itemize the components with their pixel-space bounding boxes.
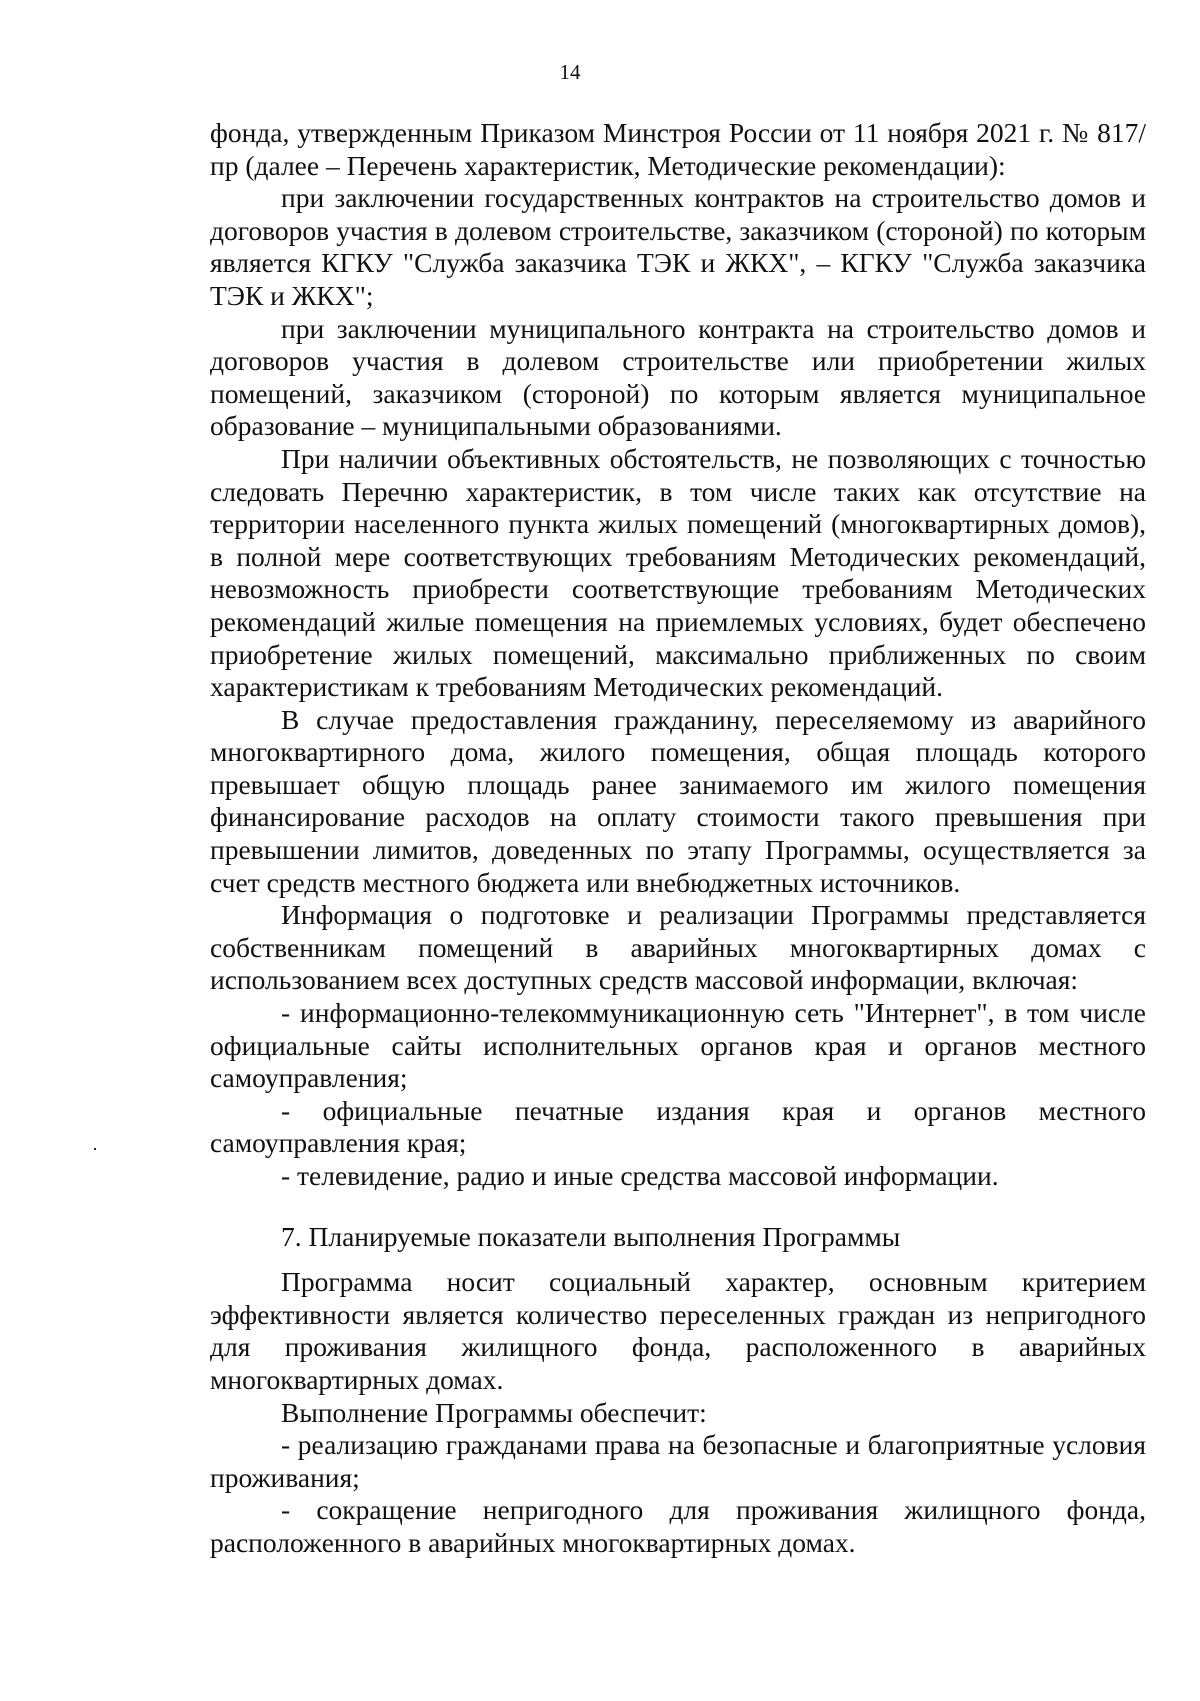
paragraph: В случае предоставления гражданину, переселяемому из аварийного многоквартирного дома, жилого помещения, общая площадь которого превышает общую площадь ранее занимаемого им жилого помещения финансирование расходов на оплату стоимости такого превышения при превышении лимитов, доведенных по этапу Программы, осуществляется за счет средств местного бюджета или внебюджетных источников. [210,703,1146,898]
page-number: 14 [559,60,581,84]
paragraph: фонда, утвержденным Приказом Минстроя России от 11 ноября 2021 г. № 817/пр (далее – Перечень характеристик, Методические рекомендации): [210,117,1146,181]
list-item: - официальные печатные издания края и органов местного самоуправления края; [210,1094,1146,1159]
scan-speck [94,1148,96,1150]
list-item: - сокращение непригодного для проживания жилищного фонда, расположенного в аварийных многоквартирных домах. [210,1494,1146,1558]
paragraph: при заключении муниципального контракта на строительство домов и договоров участия в долевом строительстве или приобретении жилых помещений, заказчиком (стороной) по которым является муниципальное образование – муниципальными образованиями. [210,312,1146,442]
list-item: - телевидение, радио и иные средства массовой информации. [281,1160,999,1191]
list-item: - реализацию гражданами права на безопасные и благоприятные условия проживания; [210,1429,1146,1493]
document-body [210,117,1146,1560]
paragraph: Программа носит социальный характер, основным критерием эффективности является количество переселенных граждан из непригодного для проживания жилищного фонда, расположенного в аварийных многоквартирных домах. [210,1266,1146,1395]
paragraph: При наличии объективных обстоятельств, не позволяющих с точностью следовать Перечню характеристик, в том числе таких как отсутствие на территории населенного пункта жилых помещений (многоквартирных домов), в полной мере соответствующих требованиям Методических рекомендаций, невозможность приобрести соответствующие требованиям Методических рекомендаций жилые помещения на приемлемых условиях, будет обеспечено приобретение жилых помещений, максимально приближенных по своим характеристикам к требованиям Методических рекомендаций. [210,442,1146,703]
list-item: - информационно-телекоммуникационную сеть "Интернет", в том числе официальные сайты исполнительных органов края и органов местного самоуправления; [210,997,1146,1094]
section-heading: 7. Планируемые показатели выполнения Программы [281,1220,901,1252]
paragraph: Выполнение Программы обеспечит: [281,1396,707,1428]
paragraph: при заключении государственных контрактов на строительство домов и договоров участия в долевом строительстве, заказчиком (стороной) по которым является КГКУ "Служба заказчика ТЭК и ЖКХ", – КГКУ "Служба заказчика ТЭК и ЖКХ"; [210,182,1146,311]
paragraph: Информация о подготовке и реализации Программы представляется собственникам помещений в аварийных многоквартирных домах с использованием всех доступных средств массовой информации, включая: [210,899,1146,996]
